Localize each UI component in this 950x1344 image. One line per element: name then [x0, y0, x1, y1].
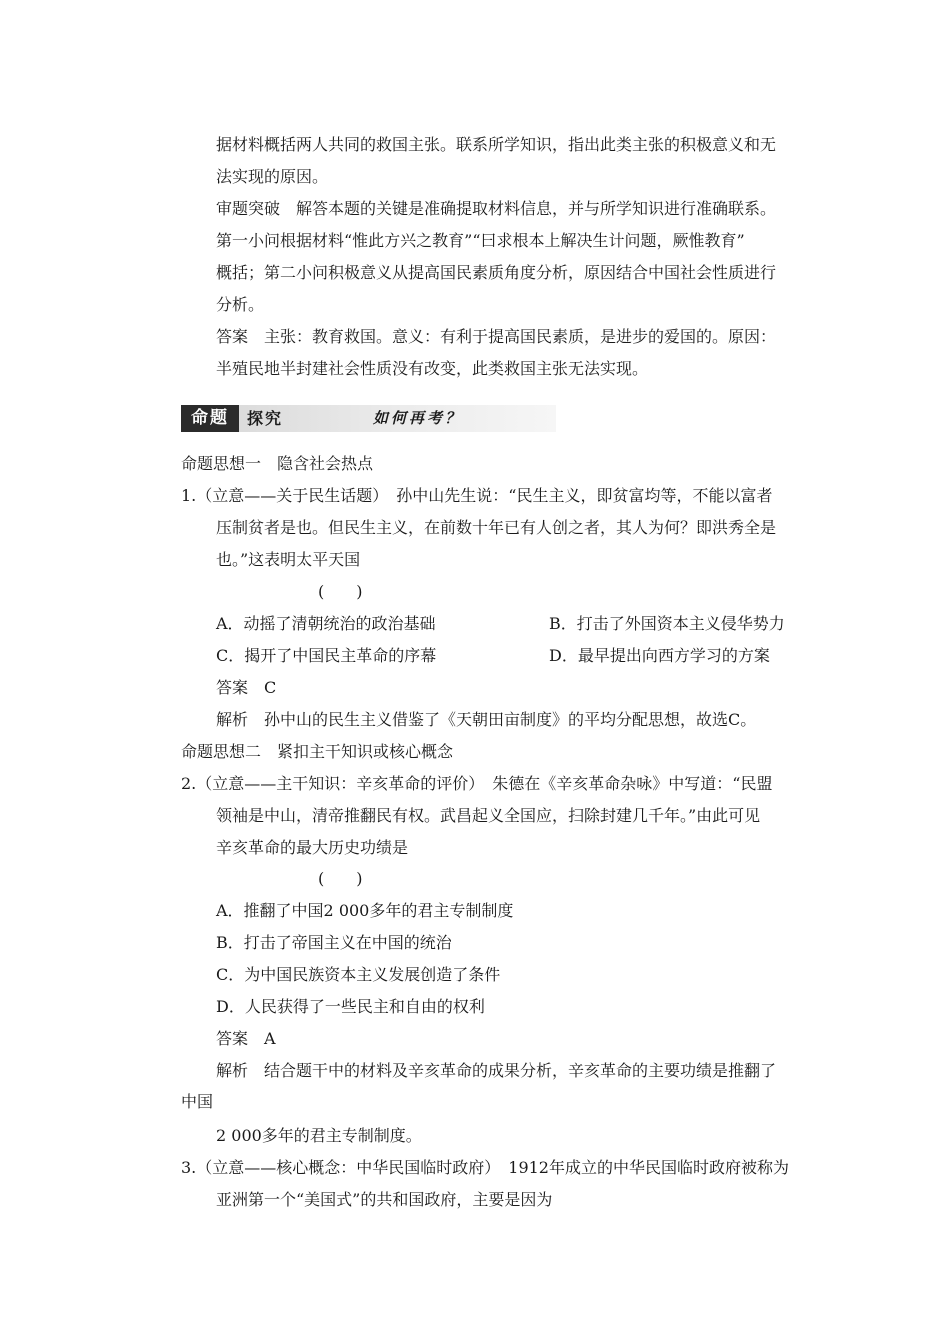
q2-option-a: A．推翻了中国2 000多年的君主专制制度	[216, 901, 514, 920]
section-banner	[181, 405, 556, 432]
intro-line-2: 法实现的原因。	[216, 167, 329, 186]
exam-tip-line-3: 概括；第二小问积极意义从提高国民素质角度分析，原因结合中国社会性质进行	[216, 263, 777, 282]
q2-line-3: 辛亥革命的最大历史功绩是	[216, 838, 409, 857]
q2-option-c: C．为中国民族资本主义发展创造了条件	[216, 965, 501, 984]
q2-option-b: B．打击了帝国主义在中国的统治	[216, 933, 452, 952]
q1-line-2: 压制贫者是也。但民生主义，在前数十年已有人创之者，其人为何？即洪秀全是	[216, 518, 777, 537]
q1-option-d: D．最早提出向西方学习的方案	[549, 646, 770, 665]
q2-analysis-line-3: 2 000多年的君主专制制度。	[216, 1126, 422, 1145]
q2-answer-paren: ( )	[318, 869, 363, 888]
banner-subtitle: 如何再考？	[373, 409, 464, 427]
banner-title: 探究	[247, 409, 284, 428]
answer-line-1: 答案 主张：教育救国。意义：有利于提高国民素质，是进步的爱国的。原因：	[216, 327, 777, 346]
q2-option-d: D．人民获得了一些民主和自由的权利	[216, 997, 485, 1016]
exam-tip-line-4: 分析。	[216, 295, 265, 314]
q1-option-b: B．打击了外国资本主义侵华势力	[549, 614, 785, 633]
answer-line-2: 半殖民地半封建社会性质没有改变，此类救国主张无法实现。	[216, 359, 649, 378]
q1-answer-paren: ( )	[318, 582, 363, 601]
q1-option-a: A．动摇了清朝统治的政治基础	[216, 614, 436, 633]
q1-analysis: 解析 孙中山的民生主义借鉴了《天朝田亩制度》的平均分配思想，故选C。	[216, 710, 757, 729]
q2-line-1: 2.（立意——主干知识：辛亥革命的评价） 朱德在《辛亥革命杂咏》中写道：“民盟	[181, 774, 773, 793]
q3-line-1: 3.（立意——核心概念：中华民国临时政府） 1912年成立的中华民国临时政府被称为	[181, 1158, 789, 1177]
q2-answer: 答案 A	[216, 1029, 276, 1048]
q2-analysis-line-2: 中国	[181, 1092, 214, 1111]
q2-line-2: 领袖是中山，清帝推翻民有权。武昌起义全国应，扫除封建几千年。”由此可见	[216, 806, 761, 825]
q1-answer: 答案 C	[216, 678, 277, 697]
q1-line-1: 1.（立意——关于民生话题） 孙中山先生说：“民生主义，即贫富均等，不能以富者	[181, 486, 773, 505]
q3-line-2: 亚洲第一个“美国式”的共和国政府，主要是因为	[216, 1190, 553, 1209]
q1-option-c: C．揭开了中国民主革命的序幕	[216, 646, 437, 665]
intro-line-1: 据材料概括两人共同的救国主张。联系所学知识，指出此类主张的积极意义和无	[216, 135, 777, 154]
exam-tip-line-2: 第一小问根据材料“惟此方兴之教育”“曰求根本上解决生计问题，厥惟教育”	[216, 231, 745, 250]
banner-tag: 命题	[181, 405, 239, 432]
q1-line-3: 也。”这表明太平天国	[216, 550, 361, 569]
section-1-heading: 命题思想一 隐含社会热点	[181, 454, 374, 473]
section-2-heading: 命题思想二 紧扣主干知识或核心概念	[181, 742, 454, 761]
exam-tip-line-1: 审题突破 解答本题的关键是准确提取材料信息，并与所学知识进行准确联系。	[216, 199, 777, 218]
q2-analysis-line-1: 解析 结合题干中的材料及辛亥革命的成果分析，辛亥革命的主要功绩是推翻了	[216, 1061, 777, 1080]
